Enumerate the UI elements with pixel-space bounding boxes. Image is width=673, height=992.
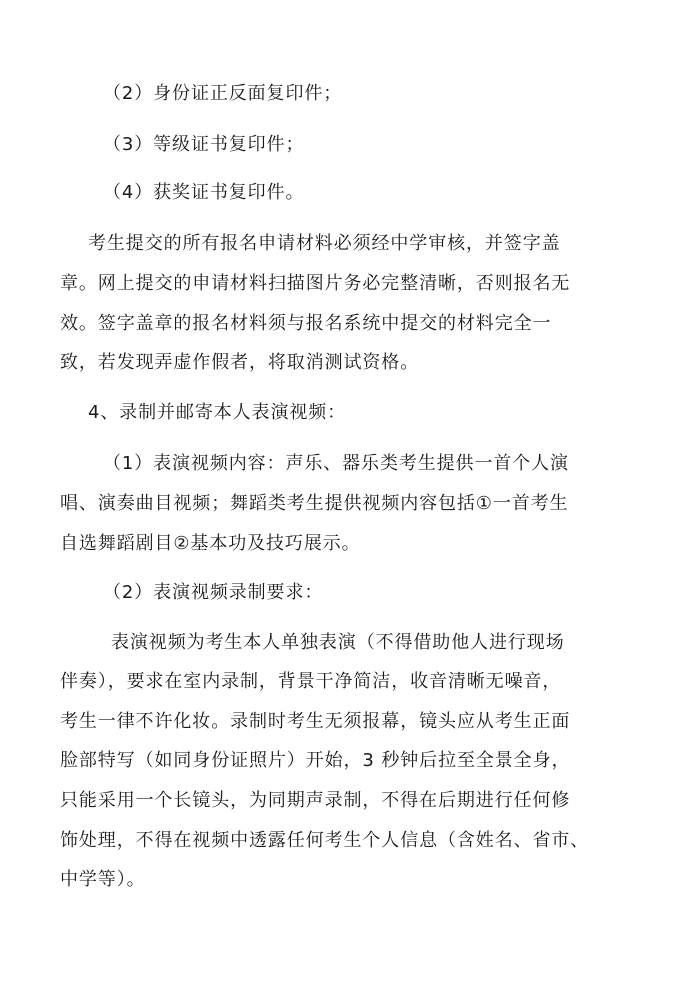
- review-paragraph-line: 章。网上提交的申请材料扫描图片务必完整清晰，否则报名无: [60, 273, 571, 294]
- list-item-award-certificate-copy: （4）获奖证书复印件。: [103, 182, 305, 203]
- section-4-heading: 4、录制并邮寄本人表演视频：: [88, 402, 347, 423]
- video-requirements-line: 只能采用一个长镜头，为同期声录制，不得在后期进行任何修: [60, 790, 571, 811]
- review-paragraph-line: 致，若发现弄虚作假者，将取消测试资格。: [60, 352, 420, 373]
- video-requirements-line: 饰处理，不得在视频中透露任何考生个人信息（含姓名、省市、: [60, 830, 590, 851]
- video-content-line: （1）表演视频内容：声乐、器乐类考生提供一首个人演: [103, 453, 569, 474]
- video-requirements-line: 考生一律不许化妆。录制时考生无须报幕，镜头应从考生正面: [60, 711, 571, 732]
- video-requirements-heading: （2）表演视频录制要求：: [103, 582, 324, 603]
- review-paragraph-line: 考生提交的所有报名申请材料必须经中学审核，并签字盖: [88, 233, 561, 254]
- list-item-id-card-copy: （2）身份证正反面复印件；: [103, 83, 343, 104]
- video-requirements-line: 表演视频为考生本人单独表演（不得借助他人进行现场: [111, 632, 565, 653]
- video-requirements-line: 中学等）。: [60, 869, 146, 890]
- review-paragraph-line: 效。签字盖章的报名材料须与报名系统中提交的材料完全一: [60, 313, 552, 334]
- video-content-line: 唱、演奏曲目视频；舞蹈类考生提供视频内容包括①一首考生: [60, 493, 569, 514]
- list-item-grade-certificate-copy: （3）等级证书复印件；: [103, 134, 305, 155]
- video-requirements-line: 脸部特写（如同身份证照片）开始，3 秒钟后拉至全景全身，: [60, 750, 571, 771]
- video-requirements-line: 伴奏），要求在室内录制，背景干净简洁，收音清晰无噪音，: [60, 671, 562, 692]
- video-content-line: 自选舞蹈剧目②基本功及技巧展示。: [60, 533, 361, 554]
